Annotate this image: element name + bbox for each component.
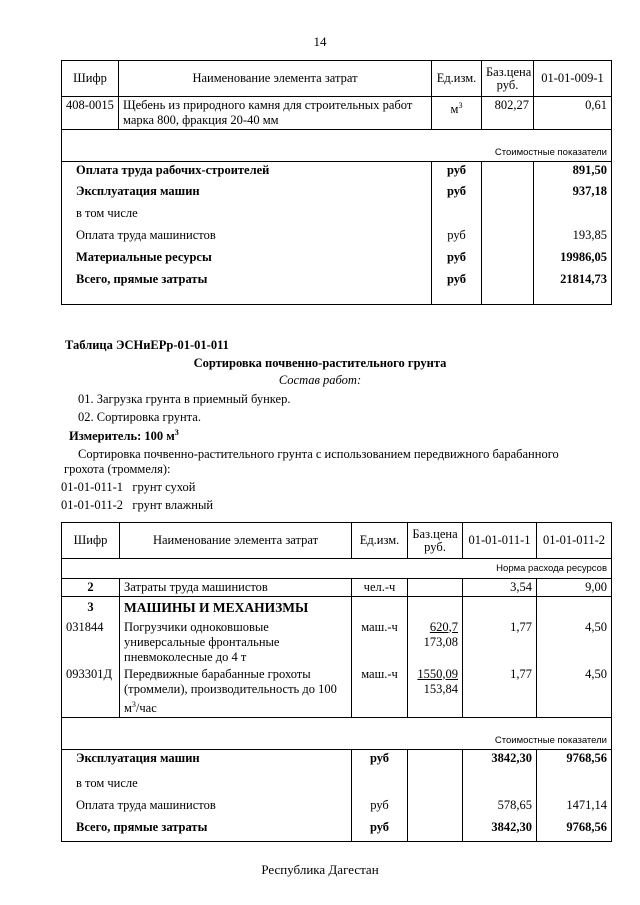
cost-row-name: Оплата труда машинистов	[62, 223, 432, 245]
cost-row-value-1: 3842,30	[463, 749, 537, 771]
cost-row-value-2: 9768,56	[537, 815, 612, 841]
labor-unit: чел.-ч	[352, 579, 408, 597]
machine-value-2: 4,50	[537, 666, 612, 718]
cost-row-unit: руб	[432, 223, 482, 245]
machine-value-1: 1,77	[463, 666, 537, 718]
cost-row-name: Оплата труда рабочих-строителей	[62, 161, 432, 179]
cost-indicators-label: Стоимостные показатели	[62, 732, 612, 750]
cost-row-value: 21814,73	[534, 267, 612, 305]
section-heading: Сортировка почвенно-растительного грунта	[193, 356, 447, 370]
cost-indicators-label: Стоимостные показатели	[62, 144, 612, 162]
cost-row-value: 891,50	[534, 161, 612, 179]
item-code: 408-0015	[62, 97, 119, 130]
cost-row-value: 19986,05	[534, 245, 612, 267]
machine-code: 093301Д	[62, 666, 120, 718]
cost-row-unit: руб	[432, 267, 482, 305]
cost-table-2	[61, 522, 612, 842]
header-price: Баз.цена руб.	[482, 61, 534, 97]
header-col-1: 01-01-009-1	[534, 61, 612, 97]
table-title: Таблица ЭСНиЕРр-01-01-011	[65, 338, 229, 352]
labor-code: 2	[62, 579, 120, 597]
header-name: Наименование элемента затрат	[119, 61, 432, 97]
description-line: Сортировка почвенно-растительного грунта с использованием передвижного барабанного	[78, 447, 559, 461]
item-unit: $м^3$	[432, 97, 482, 130]
item-value: 0,61	[534, 97, 612, 130]
description-line: грохота (троммеля):	[64, 462, 171, 476]
variant-item: 01-01-011-1 грунт сухой	[61, 480, 196, 494]
cost-table-1	[61, 60, 612, 305]
cost-row-name: Материальные ресурсы	[62, 245, 432, 267]
cost-row-unit: руб	[352, 815, 408, 841]
machine-name: Погрузчики одноковшовые универсальные фронтальные пневмоколесные до 4 т	[120, 619, 352, 666]
cost-row-value-2: 1471,14	[537, 793, 612, 815]
machine-name: Передвижные барабанные грохоты (троммели), производительность до 100 $м^3$/час	[120, 666, 352, 718]
cost-row-value-1: 3842,30	[463, 815, 537, 841]
machine-value-2: 4,50	[537, 619, 612, 666]
meter-label: Измеритель: 100 $м^3$	[69, 428, 179, 444]
cost-row-name: Оплата труда машинистов	[62, 793, 352, 815]
cost-row-name: в том числе	[62, 771, 352, 793]
cost-row-value-2: 9768,56	[537, 749, 612, 771]
item-price: 802,27	[482, 97, 534, 130]
work-step: 02. Сортировка грунта.	[78, 410, 201, 424]
cost-row-value: 937,18	[534, 179, 612, 201]
page-number: 14	[313, 34, 327, 49]
cost-row-value: 193,85	[534, 223, 612, 245]
cost-row-name: в том числе	[62, 201, 432, 223]
header-col-1: 01-01-011-1	[463, 523, 537, 559]
cost-row-unit: руб	[432, 179, 482, 201]
norm-label: Норма расхода ресурсов	[62, 559, 612, 579]
footer-region: Республика Дагестан	[261, 862, 379, 877]
labor-value-1: 3,54	[463, 579, 537, 597]
cost-row-name: Эксплуатация машин	[62, 179, 432, 201]
header-unit: Ед.изм.	[352, 523, 408, 559]
header-name: Наименование элемента затрат	[120, 523, 352, 559]
cost-row-unit: руб	[352, 793, 408, 815]
cost-row-name: Эксплуатация машин	[62, 749, 352, 771]
header-code: Шифр	[62, 523, 120, 559]
labor-value-2: 9,00	[537, 579, 612, 597]
work-step: 01. Загрузка грунта в приемный бункер.	[78, 392, 291, 406]
machine-code: 031844	[62, 619, 120, 666]
cost-row-unit: руб	[432, 161, 482, 179]
variant-item: 01-01-011-2 грунт влажный	[61, 498, 214, 512]
cost-row-name: Всего, прямые затраты	[62, 815, 352, 841]
cost-row-name: Всего, прямые затраты	[62, 267, 432, 305]
composition-label: Состав работ:	[278, 373, 362, 387]
machines-code: 3	[62, 597, 120, 619]
cost-row-unit: руб	[352, 749, 408, 771]
machine-price: 1550,09 153,84	[408, 666, 463, 718]
labor-name: Затраты труда машинистов	[120, 579, 352, 597]
header-unit: Ед.изм.	[432, 61, 482, 97]
machine-unit: маш.-ч	[352, 666, 408, 718]
cost-row-value-1: 578,65	[463, 793, 537, 815]
header-price: Баз.цена руб.	[408, 523, 463, 559]
cost-row-unit: руб	[432, 245, 482, 267]
machine-value-1: 1,77	[463, 619, 537, 666]
machines-heading: МАШИНЫ И МЕХАНИЗМЫ	[120, 597, 352, 619]
machine-unit: маш.-ч	[352, 619, 408, 666]
item-name: Щебень из природного камня для строительных работ марка 800, фракция 20-40 мм	[119, 97, 432, 130]
machine-price: 620,7 173,08	[408, 619, 463, 666]
header-col-2: 01-01-011-2	[537, 523, 612, 559]
header-code: Шифр	[62, 61, 119, 97]
